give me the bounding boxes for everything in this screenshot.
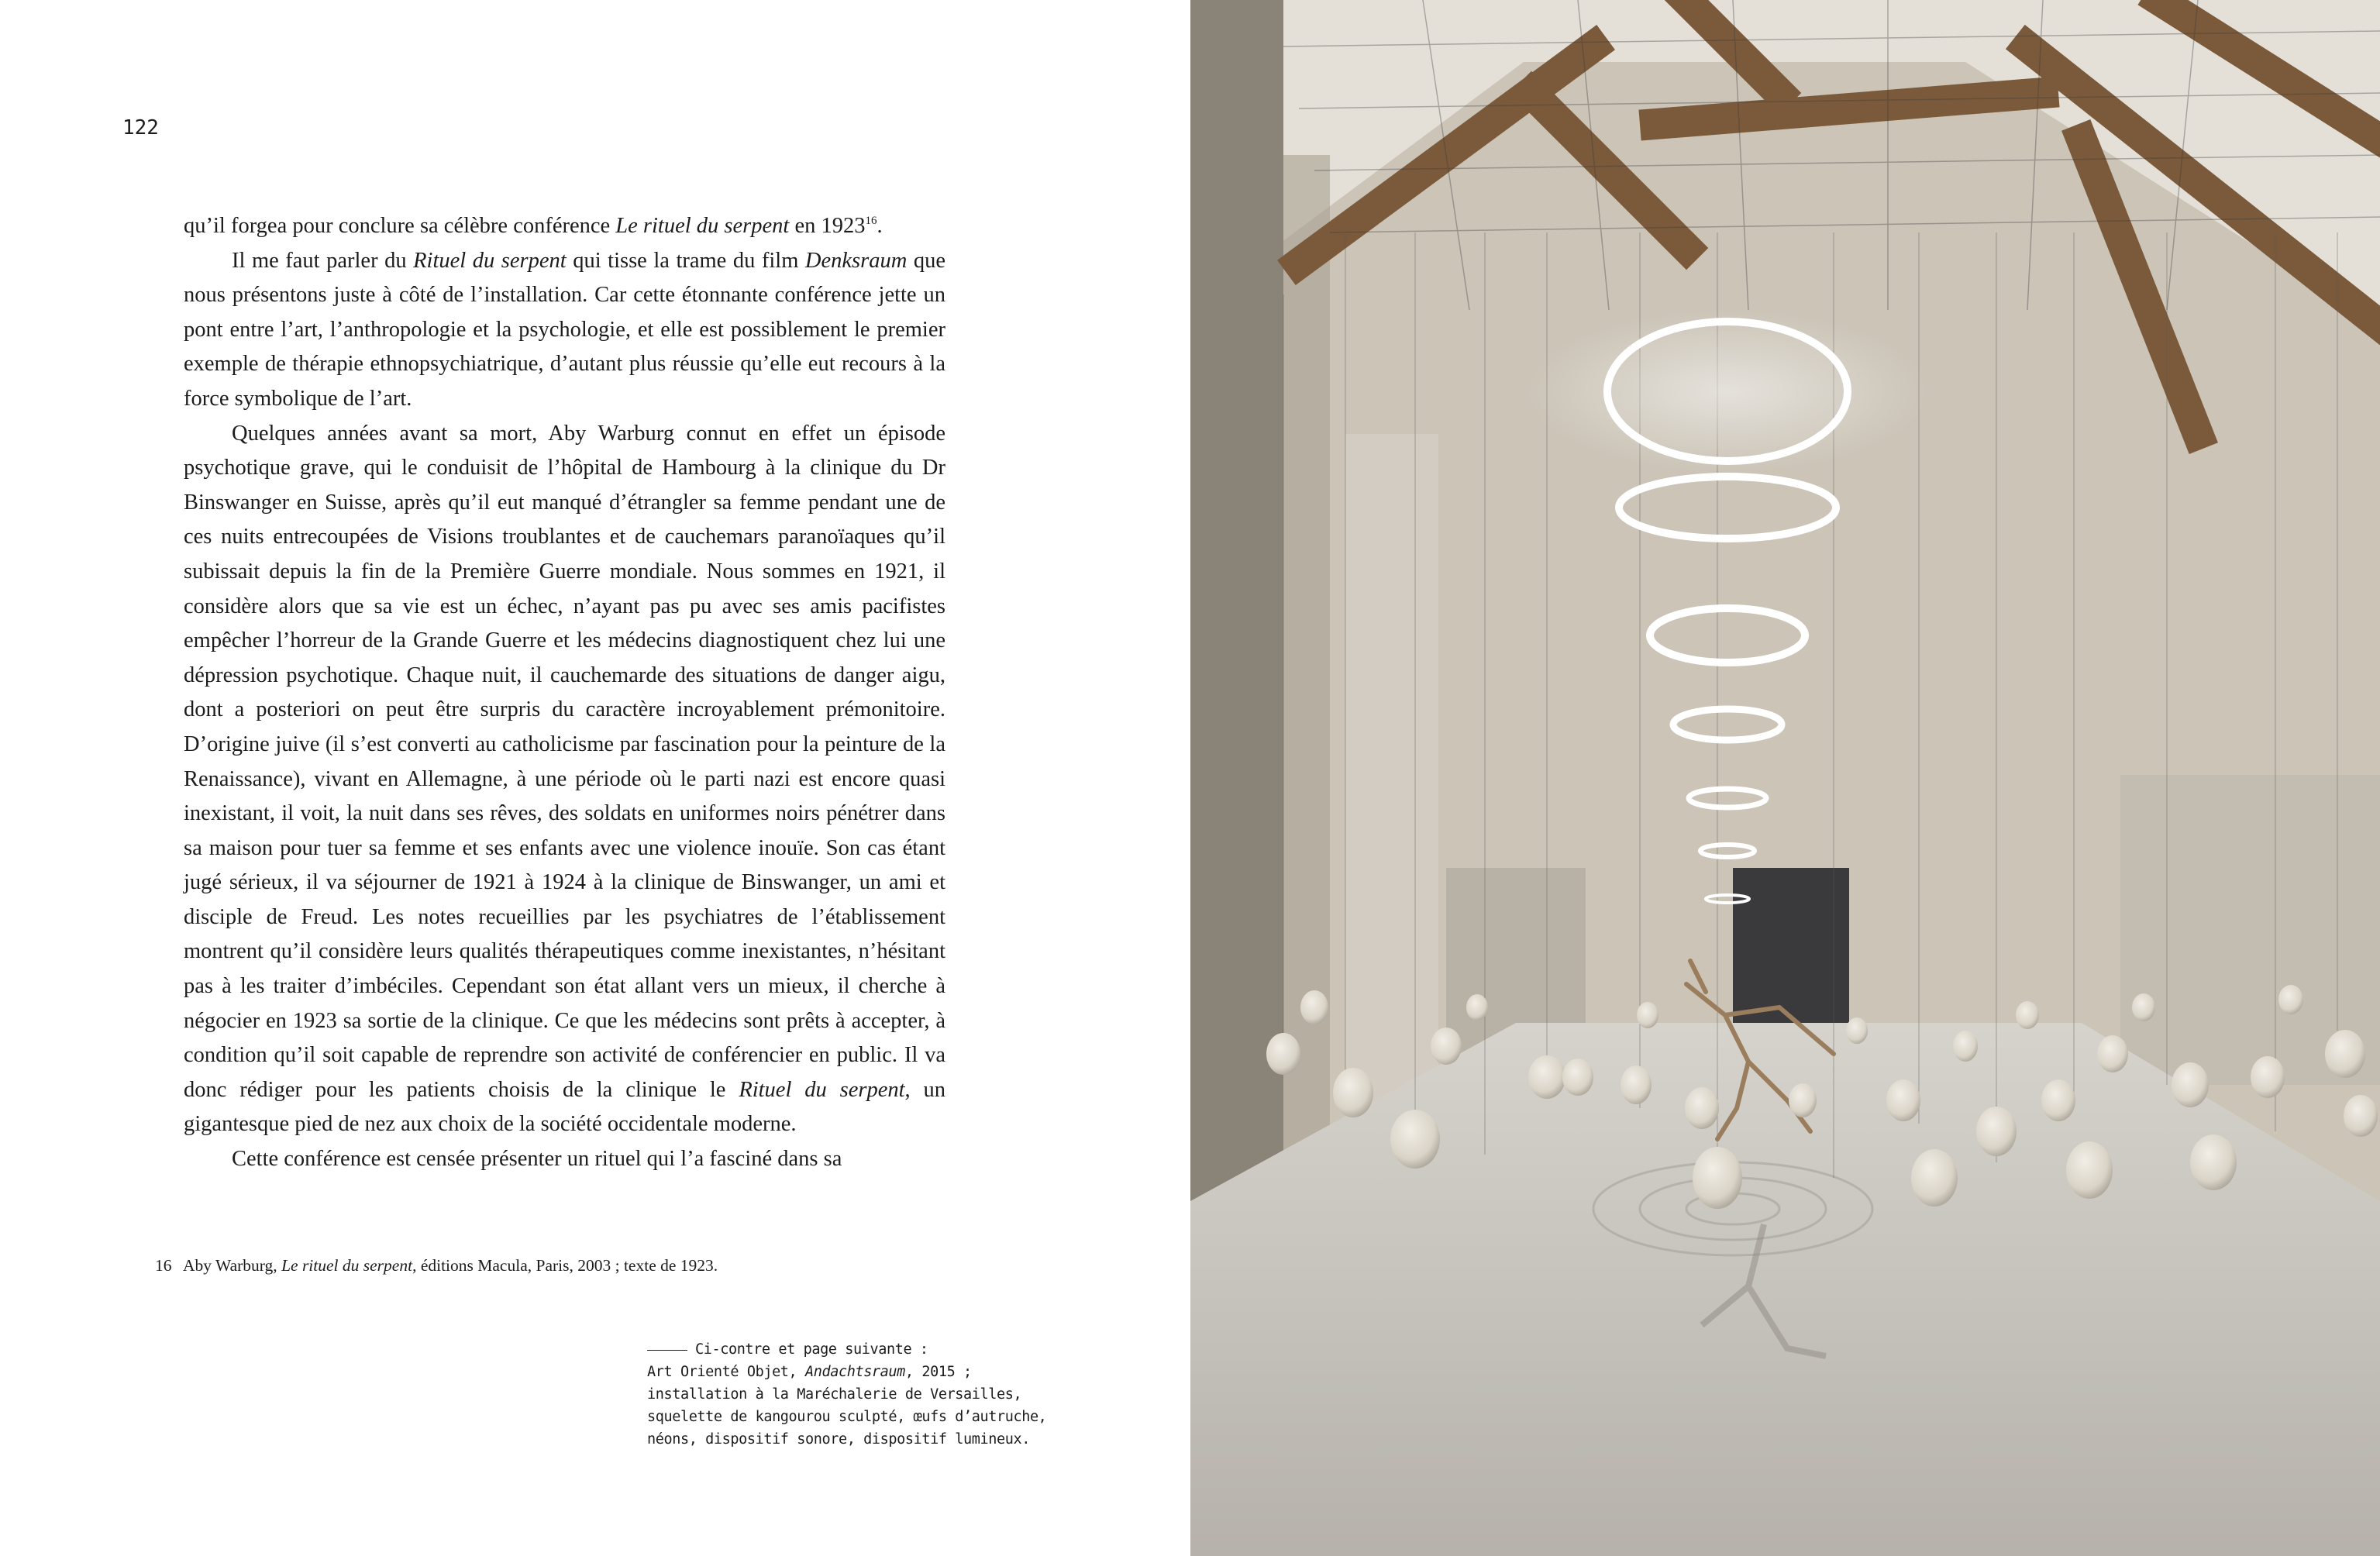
work-title: Le rituel du serpent: [615, 214, 790, 238]
footnote-number: 16: [155, 1256, 172, 1275]
caption-work-title: Andachtsraum: [805, 1364, 905, 1380]
image-caption: Ci-contre et page suivante : Art Orienté Objet, Andachtsraum, 2015 ; installation à la Maréchalerie de Versailles, squelette de kangourou sculpté, œufs d’autruche, néons, dispositif sonore, dispositif lumineux.: [647, 1341, 1047, 1448]
caption-rule: [647, 1350, 687, 1351]
film-title: Denksraum: [804, 248, 908, 273]
footnote-title: Le rituel du serpent: [281, 1256, 413, 1275]
work-title: Rituel du serpent: [739, 1077, 905, 1102]
footnote: 16 Aby Warburg, Le rituel du serpent, éditions Macula, Paris, 2003 ; texte de 1923.: [155, 1256, 718, 1275]
work-title: Rituel du serpent: [413, 248, 567, 273]
paragraph-2: Il me faut parler du Rituel du serpent qui tisse la trame du film Denksraum que nous présentons juste à côté de l’installation. Car cette étonnante conférence jette un pont entre l’art, l’anthropologie et la psychologie, et elle est possiblement le premier exemple de thérapie ethnopsychiatrique, d’autant plus réussie qu’elle eut recours à la force symbolique de l’art.: [184, 248, 946, 411]
installation-photo: [1190, 0, 2380, 1556]
footnote-ref[interactable]: 16: [865, 215, 877, 227]
page-number: 122: [122, 116, 159, 139]
photo-illustration: [1190, 0, 2380, 1556]
body-text: [184, 209, 945, 1177]
doorway: [1733, 868, 1849, 1023]
paragraph-3: Quelques années avant sa mort, Aby Warburg connut en effet un épisode psychotique grave, qui le conduisit de l’hôpital de Hambourg à la clinique du Dr Binswanger en Suisse, après qu’il eut manqué d’étrangler sa femme pendant une de ces nuits entrecoupées de Visions troublantes et de cauchemars paranoïaques qu’il subissait depuis la fin de la Première Guerre mondiale. Nous sommes en 1921, il considère alors que sa vie est un échec, n’ayant pas pu avec ses amis pacifistes empêcher l’horreur de la Grande Guerre et les médecins diagnostiquent chez lui une dépression psychotique. Chaque nuit, il cauchemarde des situations de danger aigu, dont a posteriori on peut être surpris du caractère incroyablement prémonitoire. D’origine juive (il s’est converti au catholicisme par fascination pour la peinture de la Renaissance), vivant en Allemagne, à une période où le parti nazi est encore quasi inexistant, il voit, la nuit dans ses rêves, des soldats en uniformes noirs pénétrer dans sa maison pour tuer sa femme et ses enfants avec une violence inouïe. Son cas étant jugé sérieux, il va séjourner de 1921 à 1924 à la clinique de Binswanger, un ami et disciple de Freud. Les notes recueillies par les psychiatres de l’établissement montrent qu’il considère leurs qualités thérapeutiques comme inexistantes, n’hésitant pas à les traiter d’imbéciles. Cependant son état allant vers un mieux, il cherche à négocier en 1923 sa sortie de la clinique. Ce que les médecins sont prêts à accepter, à condition qu’il soit capable de reprendre son activité de conférencier en public. Il va donc rédiger pour les patients choisis de la clinique le Rituel du serpent, un gigantesque pied de nez aux choix de la société occidentale moderne.: [184, 421, 946, 1137]
paragraph-4: Cette conférence est censée présenter un rituel qui l’a fasciné dans sa: [232, 1147, 842, 1172]
paragraph-1: qu’il forgea pour conclure sa célèbre conférence Le rituel du serpent en 1923$^{16}$.: [184, 214, 883, 238]
